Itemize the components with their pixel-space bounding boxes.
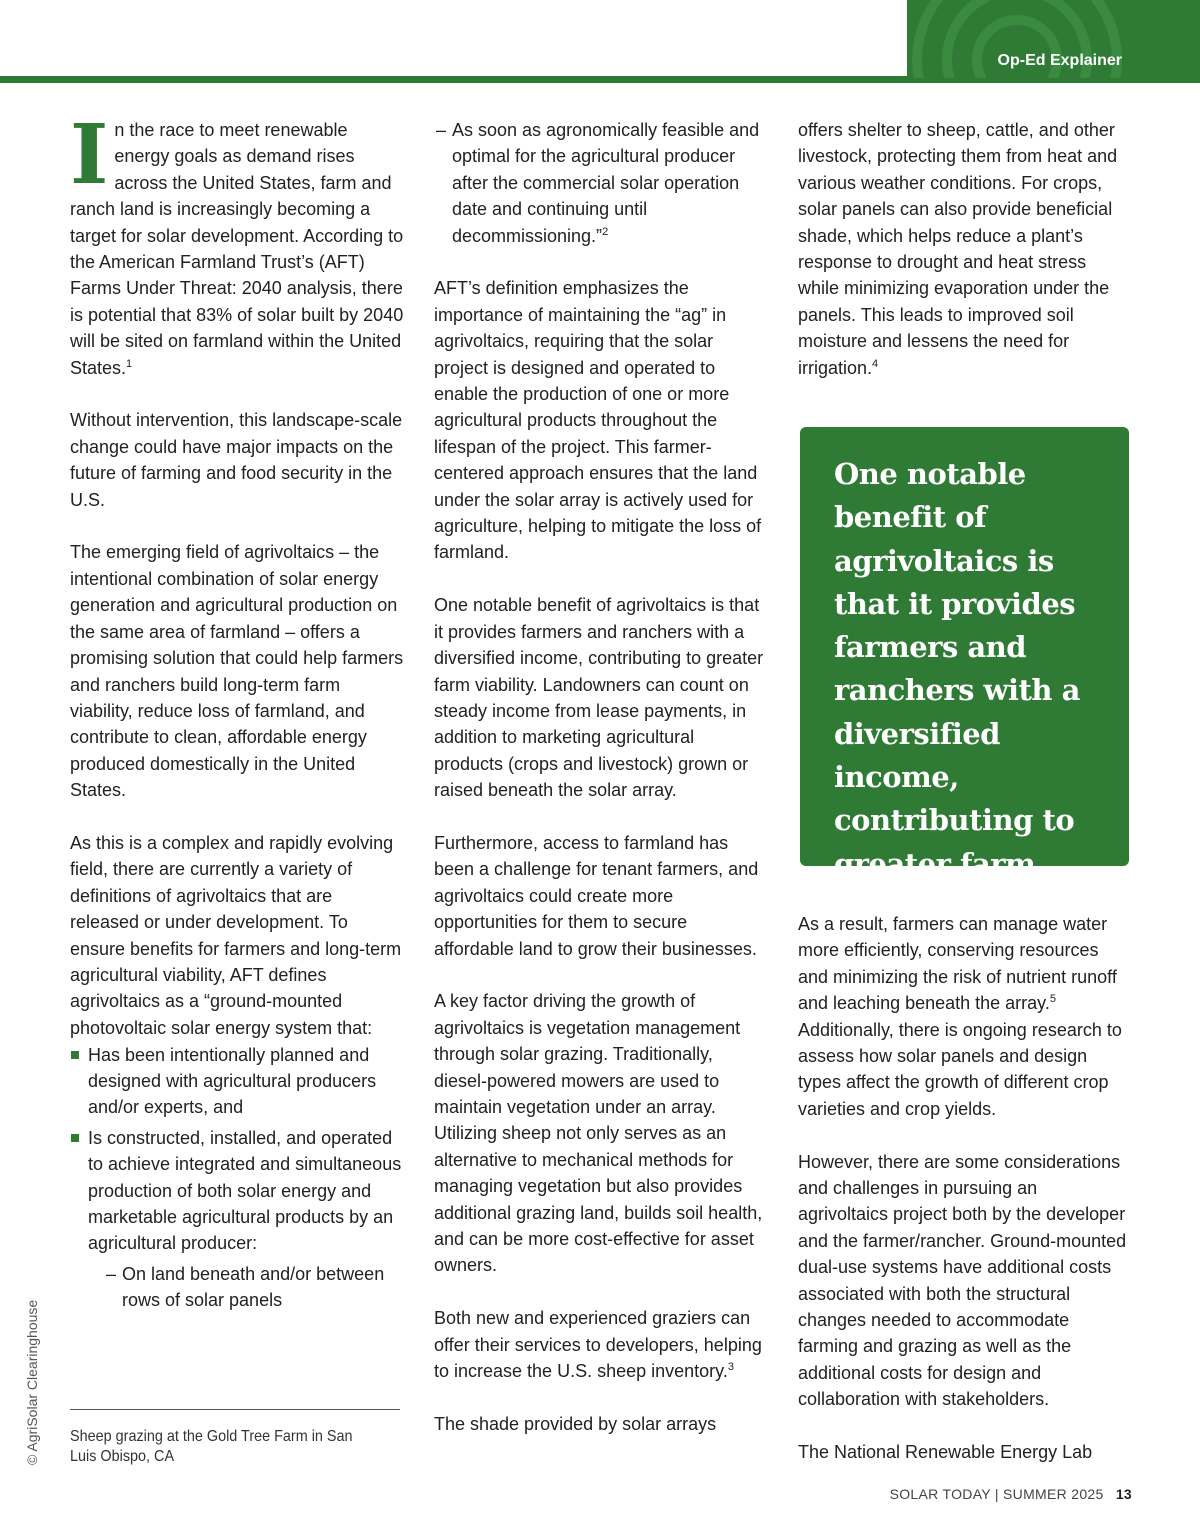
section-label: Op-Ed Explainer xyxy=(997,52,1122,69)
page-number: 13 xyxy=(1115,1486,1132,1502)
paragraph: The emerging field of agrivoltaics – the intentional combination of solar energy generation and agricultural production on the same area of farmland – offers a promising solution that could help farmers and ranchers build long-term farm viability, reduce loss of farmland, and contribute to clean, affordable energy produced domestically in the United States. xyxy=(70,542,404,801)
photo-caption: Sheep grazing at the Gold Tree Farm in San Luis Obispo, CA xyxy=(70,1428,353,1465)
footnote-ref: 4 xyxy=(872,357,879,370)
intro-paragraph: In the race to meet renewable energy goals as demand rises across the United States, farm and ranch land is increasingly becoming a target for solar development. According to the American Farmland Trust’s (AFT) Farms Under Threat: 2040 analysis, there is potential that 83% of solar built by 2040 will be sited on farmland within the United States.$^1$ xyxy=(70,107,404,378)
article-column-2 xyxy=(434,117,768,1464)
paragraph: AFT’s definition emphasizes the importance of maintaining the “ag” in agrivoltaics, requiring that the solar project is designed and operated to enable the production of one or more agricultural products throughout the lifespan of the project. This farmer-centered approach ensures that the land under the solar array is actively used for agriculture, helping to mitigate the loss of farmland. xyxy=(434,278,762,563)
article-column-3 xyxy=(798,117,1132,407)
footnote-ref: 1 xyxy=(126,357,133,370)
footnote-ref: 3 xyxy=(727,1361,734,1374)
paragraph: Without intervention, this landscape-scale change could have major impacts on the future of farming and food security in the U.S. xyxy=(70,410,403,510)
bullet-item: Has been intentionally planned and designed with agricultural producers and/or experts, and xyxy=(70,1042,404,1121)
footnote-ref: 2 xyxy=(602,225,609,238)
page-footer xyxy=(890,1486,1132,1502)
footer-separator: | xyxy=(994,1486,999,1502)
caption-divider xyxy=(70,1409,400,1410)
paragraph: Both new and experienced graziers can offer their services to developers, helping to increase the U.S. sheep inventory.$^3$ xyxy=(434,1308,762,1382)
sub-list xyxy=(88,1261,404,1314)
pull-quote: One notable benefit of agrivoltaics is that it provides farmers and ranchers with a diversified income, contributing to greater farm viability. xyxy=(800,427,1129,866)
issue-label: SUMMER 2025 xyxy=(1003,1486,1104,1502)
paragraph: The shade provided by solar arrays xyxy=(434,1413,717,1434)
footnote-ref: 5 xyxy=(1049,993,1056,1006)
drop-cap: I xyxy=(70,107,109,203)
article-column-3-continued xyxy=(798,911,1132,1492)
publication-name: SOLAR TODAY xyxy=(889,1486,991,1502)
paragraph: offers shelter to sheep, cattle, and other livestock, protecting them from heat and various weather conditions. For crops, solar panels can also provide beneficial shade, which helps reduce a plant’s response to drought and heat stress while minimizing evaporation under the panels. This leads to improved soil moisture and lessens the need for irrigation.$^4$ xyxy=(798,120,1118,378)
article-column-1 xyxy=(70,107,404,1314)
sub-item: – On land beneath and/or between rows of solar panels xyxy=(88,1261,404,1314)
sub-item: – As soon as agronomically feasible and optimal for the agricultural producer after the commercial solar operation date and continuing until decommissioning.”$^2$ xyxy=(418,117,768,249)
section-tab xyxy=(907,0,1200,78)
paragraph: However, there are some considerations and challenges in pursuing an agrivoltaics project both by the developer and the farmer/rancher. Ground-mounted dual-use systems have additional costs associated with both the structural changes needed to accommodate farming and grazing as well as the additional costs for design and collaboration with stakeholders. xyxy=(798,1151,1127,1410)
photo-credit: © AgriSolar Clearinghouse xyxy=(24,1299,40,1465)
bullet-item: Is constructed, installed, and operated to achieve integrated and simultaneous production of both solar energy and marketable agricultural products by an agricultural producer: – On land beneath and/or between rows of solar panels xyxy=(70,1125,404,1314)
paragraph: As this is a complex and rapidly evolving field, there are currently a variety of definitions of agrivoltaics that are released or under development. To ensure benefits for farmers and long-term agricultural viability, AFT defines agrivoltaics as a “ground-mounted photovoltaic solar energy system that: xyxy=(70,832,402,1038)
paragraph: A key factor driving the growth of agrivoltaics is vegetation management through solar grazing. Traditionally, diesel-powered mowers are used to maintain vegetation under an array. Utilizing sheep not only serves as an alternative to mechanical methods for managing vegetation but also provides additional grazing land, builds soil health, and can be more cost-effective for asset owners. xyxy=(434,991,763,1276)
paragraph: One notable benefit of agrivoltaics is that it provides farmers and ranchers with a diversified income, contributing to greater farm viability. Landowners can count on steady income from lease payments, in addition to marketing agricultural products (crops and livestock) grown or raised beneath the solar array. xyxy=(434,595,764,801)
paragraph: Furthermore, access to farmland has been a challenge for tenant farmers, and agrivoltaics could create more opportunities for them to secure affordable land to grow their businesses. xyxy=(434,832,759,959)
definition-list xyxy=(70,1042,404,1314)
paragraph: As a result, farmers can manage water more efficiently, conserving resources and minimizing the risk of nutrient runoff and leaching beneath the array.$^5$ Additionally, there is ongoing research to assess how solar panels and design types affect the growth of different crop varieties and crop yields. xyxy=(798,914,1122,1119)
paragraph: The National Renewable Energy Lab xyxy=(798,1442,1093,1463)
